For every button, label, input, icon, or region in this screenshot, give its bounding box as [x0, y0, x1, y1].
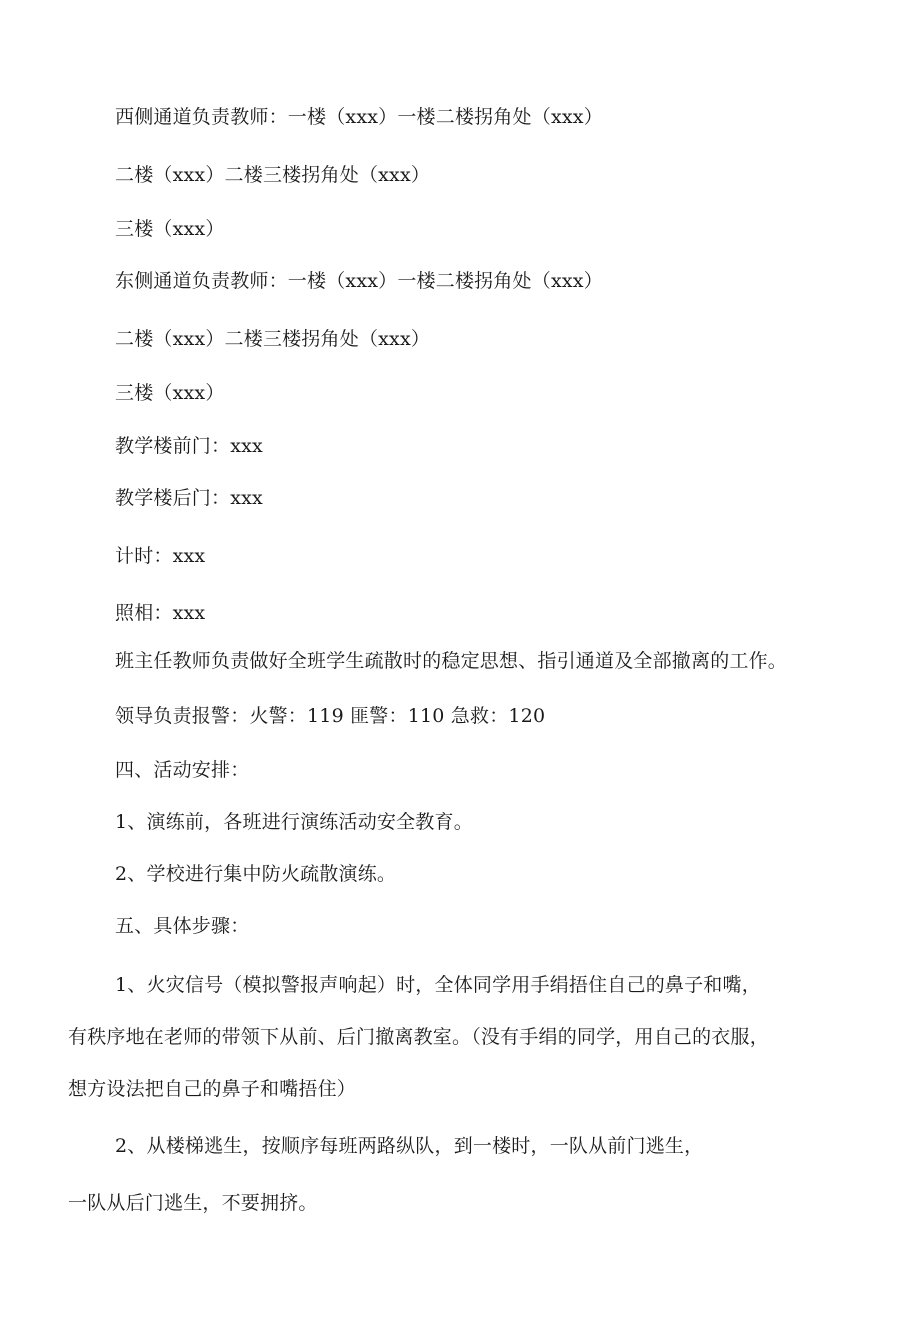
step-2-line-1: 2、从楼梯逃生，按顺序每班两路纵队，到一楼时，一队从前门逃生，	[115, 1135, 704, 1157]
step-2-line-2: 一队从后门逃生，不要拥挤。	[68, 1192, 318, 1214]
step-1-line-1: 1、火灾信号（模拟警报声响起）时，全体同学用手绢捂住自己的鼻子和嘴，	[115, 974, 761, 996]
text-line-timing: 计时：xxx	[115, 545, 206, 567]
text-line-west-third-floor: 三楼（xxx）	[115, 218, 225, 240]
step-1-line-3: 想方设法把自己的鼻子和嘴捂住）	[68, 1078, 357, 1100]
list-item-activity-2: 2、学校进行集中防火疏散演练。	[115, 863, 397, 885]
text-line-east-passage: 东侧通道负责教师：一楼（xxx）一楼二楼拐角处（xxx）	[115, 270, 603, 292]
section-heading-activity: 四、活动安排：	[115, 759, 250, 781]
text-line-photography: 照相：xxx	[115, 602, 206, 624]
text-line-west-second-floor: 二楼（xxx）二楼三楼拐角处（xxx）	[115, 164, 431, 186]
text-line-front-door: 教学楼前门：xxx	[115, 435, 263, 457]
text-line-west-passage: 西侧通道负责教师：一楼（xxx）一楼二楼拐角处（xxx）	[115, 106, 603, 128]
text-line-east-third-floor: 三楼（xxx）	[115, 382, 225, 404]
text-line-emergency-numbers: 领导负责报警：火警：119 匪警：110 急救：120	[115, 705, 546, 727]
text-line-east-second-floor: 二楼（xxx）二楼三楼拐角处（xxx）	[115, 328, 431, 350]
list-item-activity-1: 1、演练前，各班进行演练活动安全教育。	[115, 811, 473, 833]
section-heading-steps: 五、具体步骤：	[115, 915, 250, 937]
text-line-head-teacher-duty: 班主任教师负责做好全班学生疏散时的稳定思想、指引通道及全部撤离的工作。	[115, 650, 788, 672]
step-1-line-2: 有秩序地在老师的带领下从前、后门撤离教室。（没有手绢的同学，用自己的衣服，	[68, 1026, 769, 1048]
text-line-back-door: 教学楼后门：xxx	[115, 487, 263, 509]
